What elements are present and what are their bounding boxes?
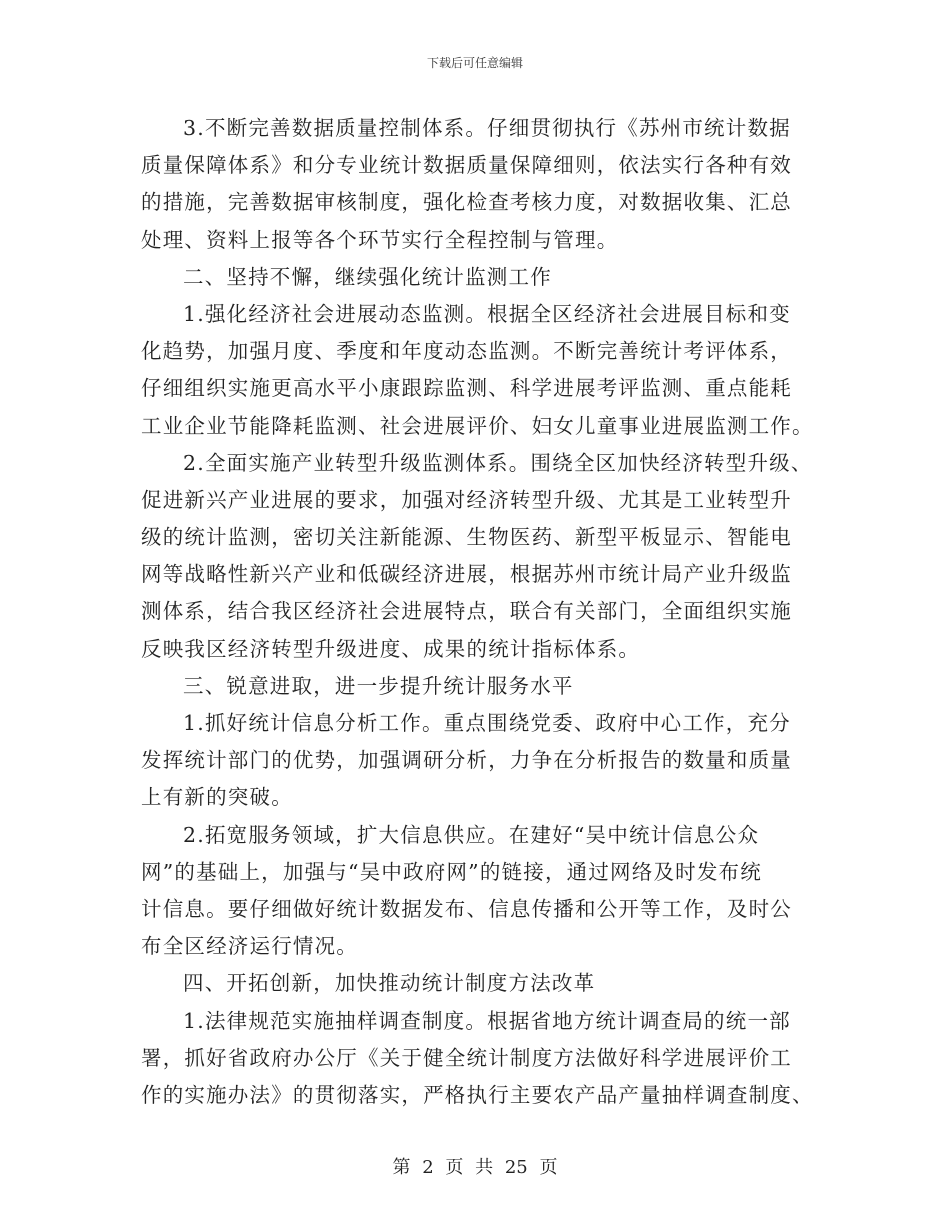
section-heading: 三、锐意进取，进一步提升统计服务水平 xyxy=(183,673,574,698)
paragraph-line: 测体系，结合我区经济社会进展特点，联合有关部门，全面组织实施 xyxy=(141,599,792,624)
paragraph-line: 网”的基础上，加强与“吴中政府网”的链接，通过网络及时发布统 xyxy=(141,859,762,884)
page-header: 下载后可任意编辑 xyxy=(426,56,523,70)
paragraph-line: 计信息。要仔细做好统计数据发布、信息传播和公开等工作，及时公 xyxy=(141,896,792,921)
paragraph-line: 1.强化经济社会进展动态监测。根据全区经济社会进展目标和变 xyxy=(183,301,791,326)
paragraph-line: 促进新兴产业进展的要求，加强对经济转型升级、尤其是工业转型升 xyxy=(141,487,792,512)
paragraph-line: 化趋势，加强月度、季度和年度动态监测。不断完善统计考评体系， xyxy=(141,339,792,364)
section-heading: 二、坚持不懈，继续强化统计监测工作 xyxy=(183,264,552,289)
paragraph-line: 1.抓好统计信息分析工作。重点围绕党委、政府中心工作，充分 xyxy=(183,711,791,735)
paragraph-line: 级的统计监测，密切关注新能源、生物医药、新型平板显示、智能电 xyxy=(141,525,792,550)
paragraph-line: 2.拓宽服务领域，扩大信息供应。在建好“吴中统计信息公众 xyxy=(183,822,760,847)
paragraph-line: 3.不断完善数据质量控制体系。仔细贯彻执行《苏州市统计数据 xyxy=(183,116,791,140)
paragraph-line: 上有新的突破。 xyxy=(141,785,293,810)
paragraph-line: 工业企业节能降耗监测、社会进展评价、妇女儿童事业进展监测工作。 xyxy=(141,413,814,438)
paragraph-line: 作的实施办法》的贯彻落实，严格执行主要农产品产量抽样调查制度、 xyxy=(141,1082,814,1107)
paragraph-line: 仔细组织实施更高水平小康跟踪监测、科学进展考评监测、重点能耗 xyxy=(141,376,792,401)
paragraph-line: 发挥统计部门的优势，加强调研分析，力争在分析报告的数量和质量 xyxy=(141,748,792,773)
paragraph-line: 反映我区经济转型升级进度、成果的统计指标体系。 xyxy=(141,636,641,661)
page-footer: 第 2 页 共 25 页 xyxy=(392,1157,558,1178)
paragraph-line: 质量保障体系》和分专业统计数据质量保障细则，依法实行各种有效 xyxy=(141,153,792,178)
paragraph-line: 2.全面实施产业转型升级监测体系。围绕全区加快经济转型升级、 xyxy=(183,450,813,475)
paragraph-line: 处理、资料上报等各个环节实行全程控制与管理。 xyxy=(141,227,619,252)
paragraph-line: 网等战略性新兴产业和低碳经济进展，根据苏州市统计局产业升级监 xyxy=(141,562,792,587)
document-body xyxy=(141,110,814,1114)
section-heading: 四、开拓创新，加快推动统计制度方法改革 xyxy=(183,971,596,996)
paragraph-line: 署，抓好省政府办公厅《关于健全统计制度方法做好科学进展评价工 xyxy=(141,1045,792,1070)
paragraph-line: 布全区经济运行情况。 xyxy=(141,934,358,959)
paragraph-line: 1.法律规范实施抽样调查制度。根据省地方统计调查局的统一部 xyxy=(183,1008,791,1033)
paragraph-line: 的措施，完善数据审核制度，强化检查考核力度，对数据收集、汇总 xyxy=(141,190,792,215)
